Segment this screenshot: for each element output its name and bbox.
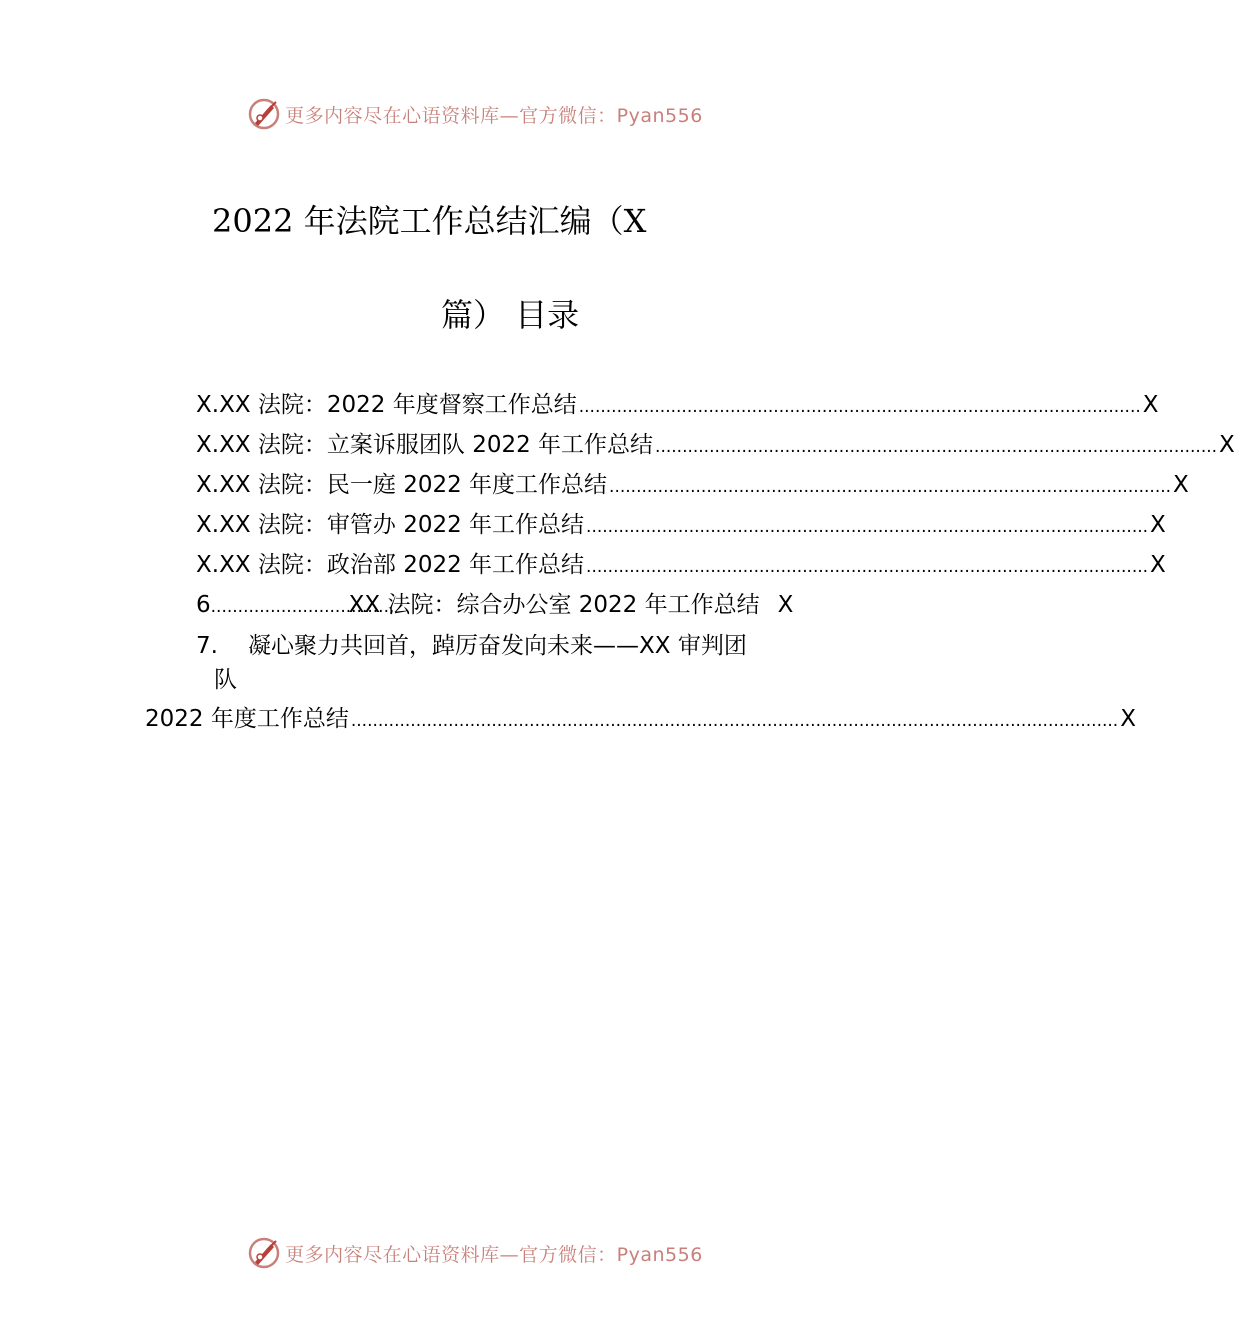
toc-item-text: 2022 年度工作总结 xyxy=(145,706,349,732)
document-title-line-1: 2022 年法院工作总结汇编（X xyxy=(212,202,647,240)
toc-item-text: X.XX 法院：2022 年度督察工作总结 xyxy=(196,392,577,418)
toc-item-number: 7. xyxy=(196,633,218,659)
toc-item[interactable] xyxy=(196,426,1235,458)
toc-item-page: X xyxy=(777,592,794,618)
toc-leader-dots: ........................................................................................................ xyxy=(586,557,1149,577)
watermark-wechat-id: Pyan556 xyxy=(616,104,703,127)
toc-leader-dots: .................................. xyxy=(210,597,395,617)
toc-leader-dots: ........................................................................................................ xyxy=(578,397,1141,417)
watermark-text: 更多内容尽在心语资料库—官方微信：Pyan556 xyxy=(285,104,703,127)
toc-item-number: 6 xyxy=(196,592,211,618)
toc-item-text: X.XX 法院：民一庭 2022 年度工作总结 xyxy=(196,472,608,498)
toc-item-page: X xyxy=(1150,552,1166,578)
quill-seal-icon xyxy=(247,97,281,131)
toc-item-page: X xyxy=(1173,472,1189,498)
document-title-line-2: 篇） 目录 xyxy=(441,296,580,334)
toc-item-text: X.XX 法院：立案诉服团队 2022 年工作总结 xyxy=(196,432,654,458)
toc-item-7-line-3[interactable] xyxy=(145,700,1136,732)
toc-item-page: X xyxy=(1219,432,1235,458)
toc-item-page: X xyxy=(1120,706,1136,732)
toc-item[interactable] xyxy=(196,466,1189,498)
toc-leader-dots: ........................................................................................................ xyxy=(609,477,1172,497)
toc-item[interactable] xyxy=(196,546,1166,578)
toc-item-text: 凝心聚力共回首，踔厉奋发向未来——XX 审判团 xyxy=(248,633,747,659)
toc-leader-dots: ........................................................................................................ xyxy=(655,437,1218,457)
watermark-wechat-id: Pyan556 xyxy=(616,1243,703,1266)
toc-leader-dots: .............................................................................................................................................. xyxy=(350,711,1119,731)
footer-watermark xyxy=(0,1233,950,1273)
toc-item-text: X.XX 法院：审管办 2022 年工作总结 xyxy=(196,512,585,538)
toc-item[interactable] xyxy=(196,586,840,616)
toc-item-text: X.XX 法院：政治部 2022 年工作总结 xyxy=(196,552,585,578)
toc-item-page: X xyxy=(1150,512,1166,538)
toc-leader-dots: ........................................................................................................ xyxy=(586,517,1149,537)
toc-item-text: XX 法院：综合办公室 2022 年工作总结 xyxy=(348,592,760,618)
toc-item-7-line-2: 队 xyxy=(214,667,237,693)
quill-seal-icon xyxy=(247,1236,281,1270)
header-watermark xyxy=(0,94,950,134)
toc-item[interactable] xyxy=(196,386,1159,418)
toc-item[interactable] xyxy=(196,506,1166,538)
toc-item-page: X xyxy=(1142,392,1159,418)
toc-item-7-line-1[interactable] xyxy=(196,627,747,660)
watermark-text: 更多内容尽在心语资料库—官方微信：Pyan556 xyxy=(285,1243,703,1266)
